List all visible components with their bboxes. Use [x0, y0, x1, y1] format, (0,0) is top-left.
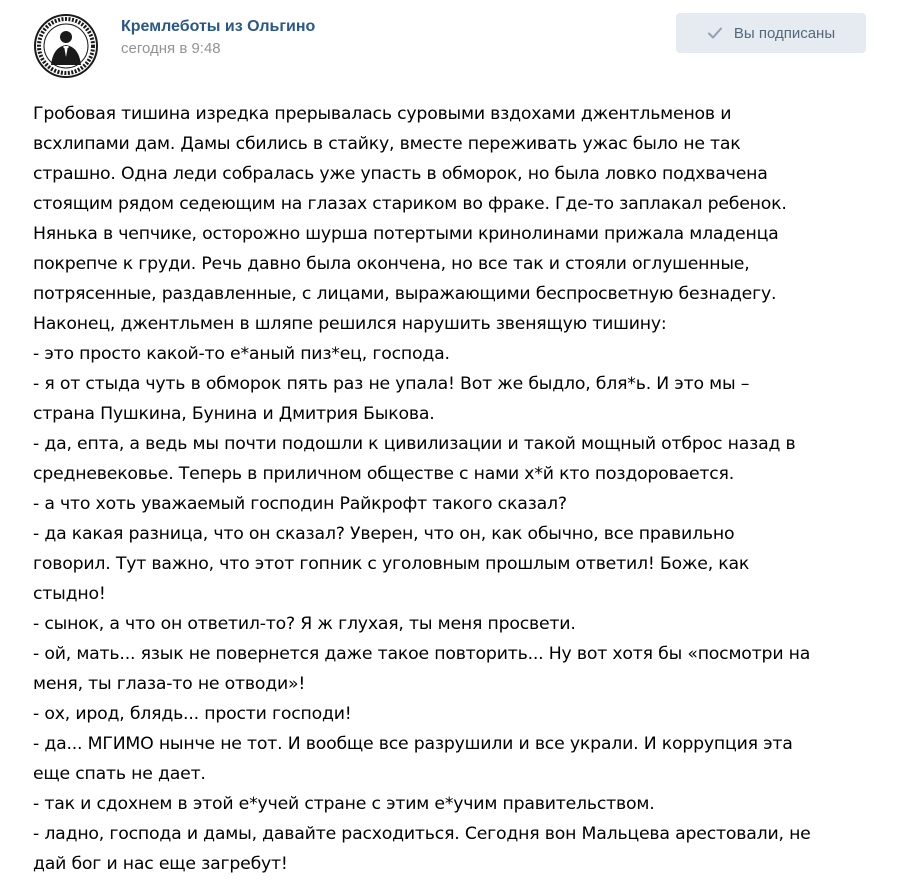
post-text-line: всхлипами дам. Дамы сбились в стайку, вместе переживать ужас было не так — [33, 134, 741, 154]
post-text-line: стыдно! — [33, 584, 106, 604]
post-text-line: - ох, ирод, блядь... прости господи! — [33, 704, 352, 724]
post-text-line: средневековье. Теперь в приличном обществе с нами х*й кто поздоровается. — [33, 464, 735, 484]
post-text-line: меня, ты глаза-то не отводи»! — [33, 674, 306, 694]
post-text-line: Наконец, джентльмен в шляпе решился нарушить звенящую тишину: — [33, 314, 667, 334]
post-text-line: потрясенные, раздавленные, с лицами, выражающими беспросветную безнадегу. — [33, 284, 777, 304]
post-text-line: - да... МГИМО нынче не тот. И вообще все разрушили и все украли. И коррупция эта — [33, 734, 793, 754]
avatar-logo-icon — [33, 13, 99, 79]
post-text-line: - ой, мать... язык не повернется даже такое повторить... Ну вот хотя бы «посмотри на — [33, 644, 811, 664]
post-text-line: - это просто какой-то е*аный пиз*ец, господа. — [33, 344, 450, 364]
post-header — [33, 13, 866, 83]
post-text-line: дай бог и нас еще загребут! — [33, 854, 288, 874]
post-text-line: страна Пушкина, Бунина и Дмитрия Быкова. — [33, 404, 435, 424]
post-text-line: - сынок, а что он ответил-то? Я ж глухая, ты меня просвети. — [33, 614, 576, 634]
author-name-link[interactable]: Кремлеботы из Ольгино — [121, 18, 316, 35]
subscribed-button-label: Вы подписаны — [733, 24, 836, 42]
post-text-line: Нянька в чепчике, осторожно шурша потертыми кринолинами прижала младенца — [33, 224, 779, 244]
avatar[interactable] — [33, 13, 99, 79]
post-text-line: - а что хоть уважаемый господин Райкрофт такого сказал? — [33, 494, 567, 514]
post-text-line: - так и сдохнем в этой е*учей стране с этим е*учим правительством. — [33, 794, 655, 814]
post-text-line: - да какая разница, что он сказал? Уверен, что он, как обычно, все правильно — [33, 524, 735, 544]
post-text-line: - я от стыда чуть в обморок пять раз не упала! Вот же быдло, бля*ь. И это мы – — [33, 374, 750, 394]
checkmark-icon — [707, 25, 723, 41]
post-text-line: - да, епта, а ведь мы почти подошли к цивилизации и такой мощный отброс назад в — [33, 434, 796, 454]
post-text-line: говорил. Тут важно, что этот гопник с уголовным прошлым ответил! Боже, как — [33, 554, 750, 574]
post-text-line: Гробовая тишина изредка прерывалась суровыми вздохами джентльменов и — [33, 104, 732, 124]
subscribed-button[interactable] — [676, 13, 866, 53]
post-text-line: стоящим рядом седеющим на глазах стариком во фраке. Где-то заплакал ребенок. — [33, 194, 787, 214]
author-block — [121, 18, 315, 57]
post-text-line: страшно. Одна леди собралась уже упасть в обморок, но была ловко подхвачена — [33, 164, 768, 184]
post-time[interactable]: сегодня в 9:48 — [121, 40, 221, 57]
post-text — [33, 99, 878, 879]
post-text-line: покрепче к груди. Речь давно была окончена, но все так и стояли оглушенные, — [33, 254, 750, 274]
post-text-line: - ладно, господа и дамы, давайте расходиться. Сегодня вон Мальцева арестовали, не — [33, 824, 811, 844]
post-text-line: еще спать не дает. — [33, 764, 206, 784]
